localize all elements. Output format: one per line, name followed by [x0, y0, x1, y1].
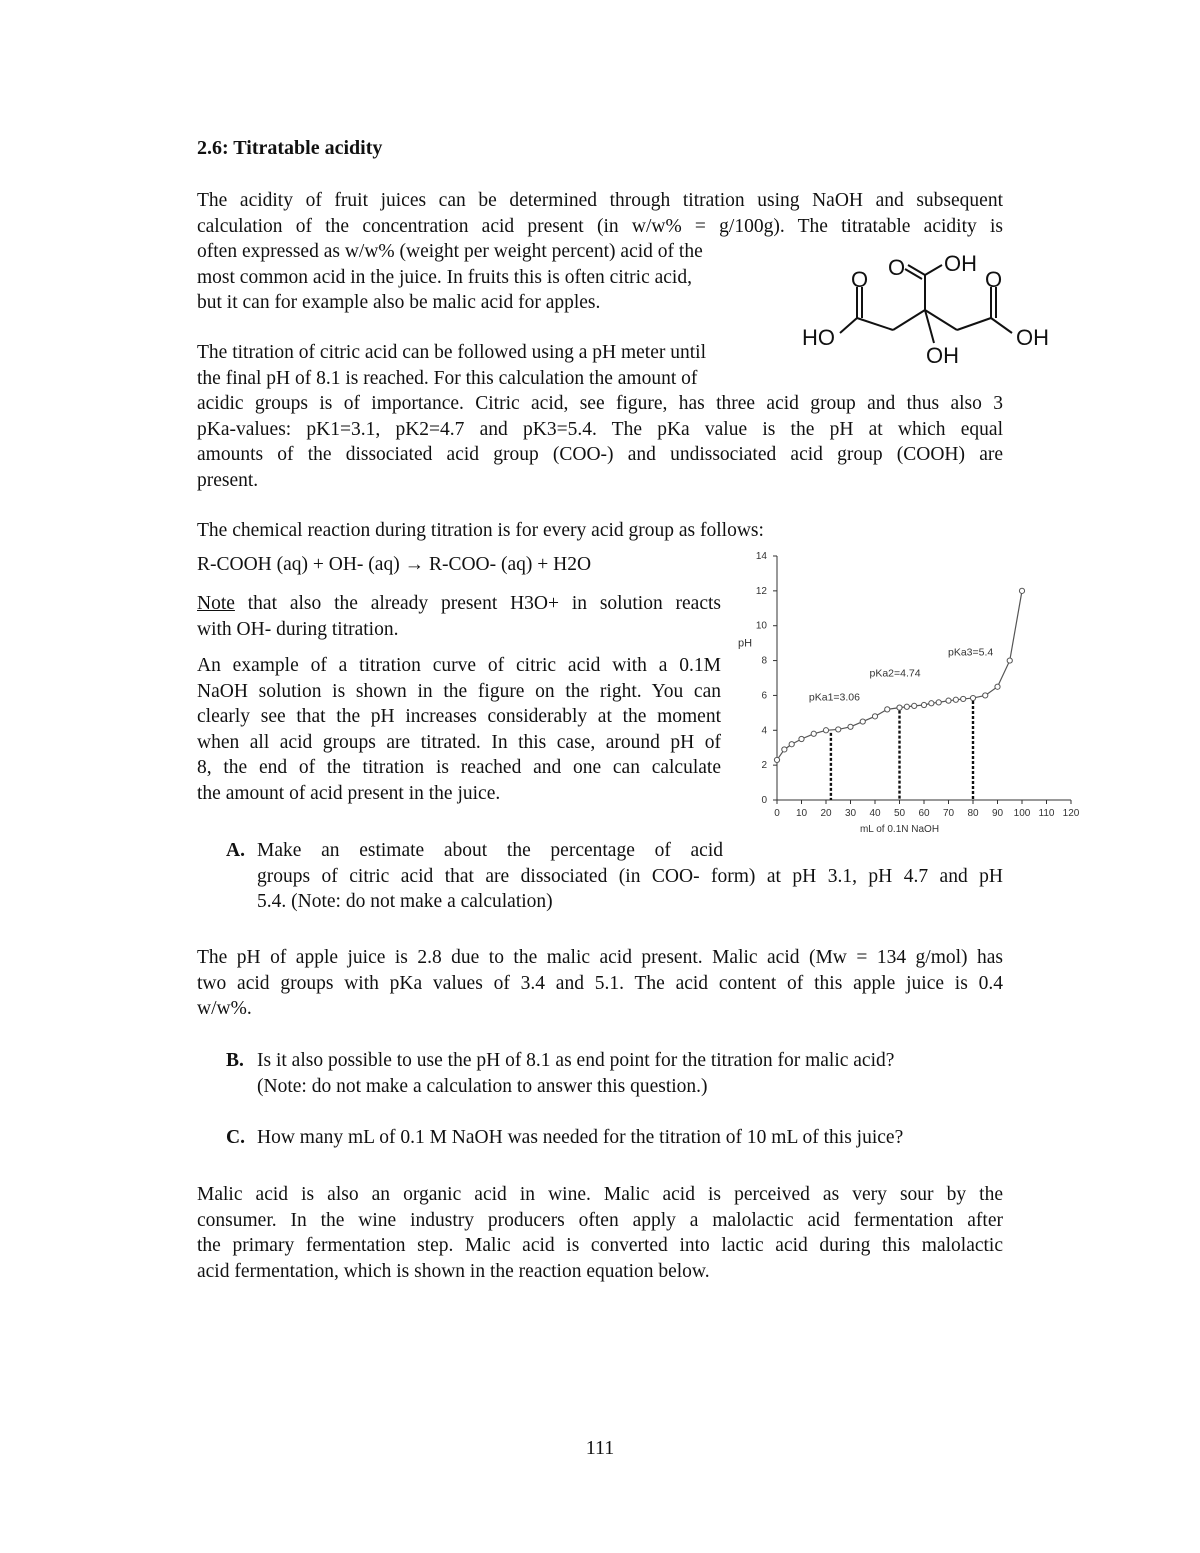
x-tick-label: 60 [918, 808, 930, 819]
text-line: most common acid in the juice. In fruits this is often citric acid, [197, 266, 692, 288]
molecule-label: O [985, 267, 1003, 292]
x-tick-label: 50 [893, 808, 906, 819]
text-line: with OH- during titration. [197, 618, 399, 640]
text-line: the amount of acid present in the juice. [197, 782, 501, 804]
text-line: clearly see that the pH increases considerably at the moment [197, 706, 721, 727]
y-tick-label: 2 [761, 760, 767, 772]
y-tick-label: 10 [755, 620, 767, 632]
x-tick-label: 120 [1062, 808, 1080, 819]
x-tick-label: 10 [795, 808, 808, 819]
x-tick-label: 0 [774, 808, 780, 819]
text-line: the final pH of 8.1 is reached. For this calculation the amount of [197, 367, 698, 389]
data-point [885, 707, 890, 712]
data-point [811, 731, 816, 736]
data-point [970, 695, 975, 700]
question-letter: A. [226, 840, 245, 861]
data-point [872, 714, 877, 719]
titration-curve-chart [730, 545, 1085, 840]
text-line: two acid groups with pKa values of 3.4 and 5.1. The acid content of this apple juice is 0.4 [197, 972, 1003, 994]
page-number: 111 [585, 1437, 615, 1459]
text-line: pKa-values: pK1=3.1, pK2=4.7 and pK3=5.4. The pKa value is the pH at which equal [197, 418, 1003, 440]
text-line: amounts of the dissociated acid group (COO-) and undissociated acid group (COOH) are [197, 444, 1003, 465]
text-line: Make an estimate about the percentage of acid [257, 840, 723, 861]
data-point [921, 702, 926, 707]
data-point [799, 736, 804, 741]
data-point [929, 701, 934, 706]
molecule-label: O [888, 255, 906, 280]
data-point [946, 698, 951, 703]
paragraph-apple-juice [197, 945, 1003, 1022]
data-point [961, 696, 966, 701]
data-point [848, 724, 853, 729]
text-line: (Note: do not make a calculation to answer this question.) [257, 1075, 708, 1097]
text-line: when all acid groups are titrated. In this case, around pH of [197, 731, 721, 753]
molecule-label: OH [944, 251, 977, 276]
molecule-label: O [851, 267, 869, 292]
note-text: that also the already present H3O+ in solution reacts [247, 593, 721, 614]
data-point [782, 747, 787, 752]
text-line: Is it also possible to use the pH of 8.1 as end point for the titration for malic acid? [257, 1050, 895, 1071]
text-line: The acidity of fruit juices can be determined through titration using NaOH and subsequent [197, 190, 1003, 211]
data-point [936, 700, 941, 705]
molecule-label: OH [926, 343, 959, 368]
x-axis-label: mL of 0.1N NaOH [859, 824, 940, 835]
data-point [983, 693, 988, 698]
text-line: calculation of the concentration acid present (in w/w% = g/100g). The titratable acidity is [197, 215, 1003, 237]
text-line: present. [197, 469, 259, 491]
paragraph-titration [197, 340, 1003, 493]
data-point [823, 728, 828, 733]
text-line: consumer. In the wine industry producers often apply a malolactic acid fermentation after [197, 1209, 1003, 1231]
text-line: often expressed as w/w% (weight per weight percent) acid of the [197, 241, 703, 262]
text-line: acid fermentation, which is shown in the reaction equation below. [197, 1260, 710, 1282]
text-line [197, 591, 721, 617]
y-tick-label: 12 [755, 585, 767, 597]
text-line: groups of citric acid that are dissociated (in COO- form) at pH 3.1, pH 4.7 and pH [257, 865, 1003, 887]
y-tick-label: 0 [761, 795, 767, 806]
molecule-label: HO [802, 325, 835, 350]
x-tick-label: 40 [869, 808, 881, 819]
question-letter: C. [226, 1127, 245, 1148]
y-tick-label: 8 [761, 655, 767, 667]
x-tick-label: 70 [942, 808, 955, 819]
x-tick-label: 30 [844, 808, 857, 819]
x-tick-label: 100 [1013, 808, 1031, 819]
x-tick-label: 90 [991, 808, 1004, 819]
paragraph-reaction [197, 518, 764, 544]
data-point [897, 705, 902, 710]
data-point [1007, 658, 1012, 663]
x-tick-label: 80 [967, 808, 979, 819]
x-tick-label: 110 [1038, 808, 1055, 819]
data-point [860, 719, 865, 724]
y-tick-label: 14 [755, 551, 767, 562]
data-point [995, 684, 1000, 689]
text-line: The pH of apple juice is 2.8 due to the malic acid present. Malic acid (Mw = 134 g/mol) has [197, 947, 1003, 968]
y-tick-label: 4 [761, 725, 767, 737]
text-line: but it can for example also be malic acid for apples. [197, 292, 601, 313]
text-line: w/w%. [197, 998, 252, 1019]
paragraph-malolactic [197, 1182, 1003, 1284]
text-line: The titration of citric acid can be followed using a pH meter until [197, 342, 706, 363]
text-line: NaOH solution is shown in the figure on the right. You can [197, 680, 721, 702]
x-tick-label: 20 [820, 808, 832, 819]
question-letter: B. [226, 1050, 244, 1071]
text-line: the primary fermentation step. Malic acid is converted into lactic acid during this malolactic [197, 1235, 1003, 1256]
text-line: How many mL of 0.1 M NaOH was needed for the titration of 10 mL of this juice? [257, 1127, 904, 1148]
data-point [789, 742, 794, 747]
data-point [836, 727, 841, 732]
section-heading: 2.6: Titratable acidity [197, 137, 383, 159]
paragraph-note [197, 591, 721, 642]
pka-annotation: pKa1=3.06 [808, 691, 860, 704]
text-line: 8, the end of the titration is reached and one can calculate [197, 757, 721, 778]
y-tick-label: 6 [761, 690, 767, 702]
data-point [774, 757, 779, 762]
text-line: The chemical reaction during titration is for every acid group as follows: [197, 520, 764, 541]
note-word: Note [197, 593, 235, 614]
data-point [953, 697, 958, 702]
text-line: 5.4. (Note: do not make a calculation) [257, 891, 553, 912]
data-point [904, 704, 909, 709]
paragraph-titration-curve [197, 653, 721, 806]
text-line: acidic groups is of importance. Citric acid, see figure, has three acid group and thus also 3 [197, 393, 1003, 414]
text-line: An example of a titration curve of citric acid with a 0.1M [197, 655, 721, 676]
y-axis-label: pH [738, 637, 753, 650]
molecule-label: OH [1016, 325, 1049, 350]
data-point [912, 703, 917, 708]
reaction-equation: R-COOH (aq) + OH- (aq) → R-COO- (aq) + H2O [197, 554, 592, 575]
pka-annotation: pKa2=4.74 [869, 667, 921, 680]
text-line: Malic acid is also an organic acid in wine. Malic acid is perceived as very sour by the [197, 1184, 1003, 1205]
data-point [1019, 588, 1024, 593]
pka-annotation: pKa3=5.4 [948, 646, 994, 659]
